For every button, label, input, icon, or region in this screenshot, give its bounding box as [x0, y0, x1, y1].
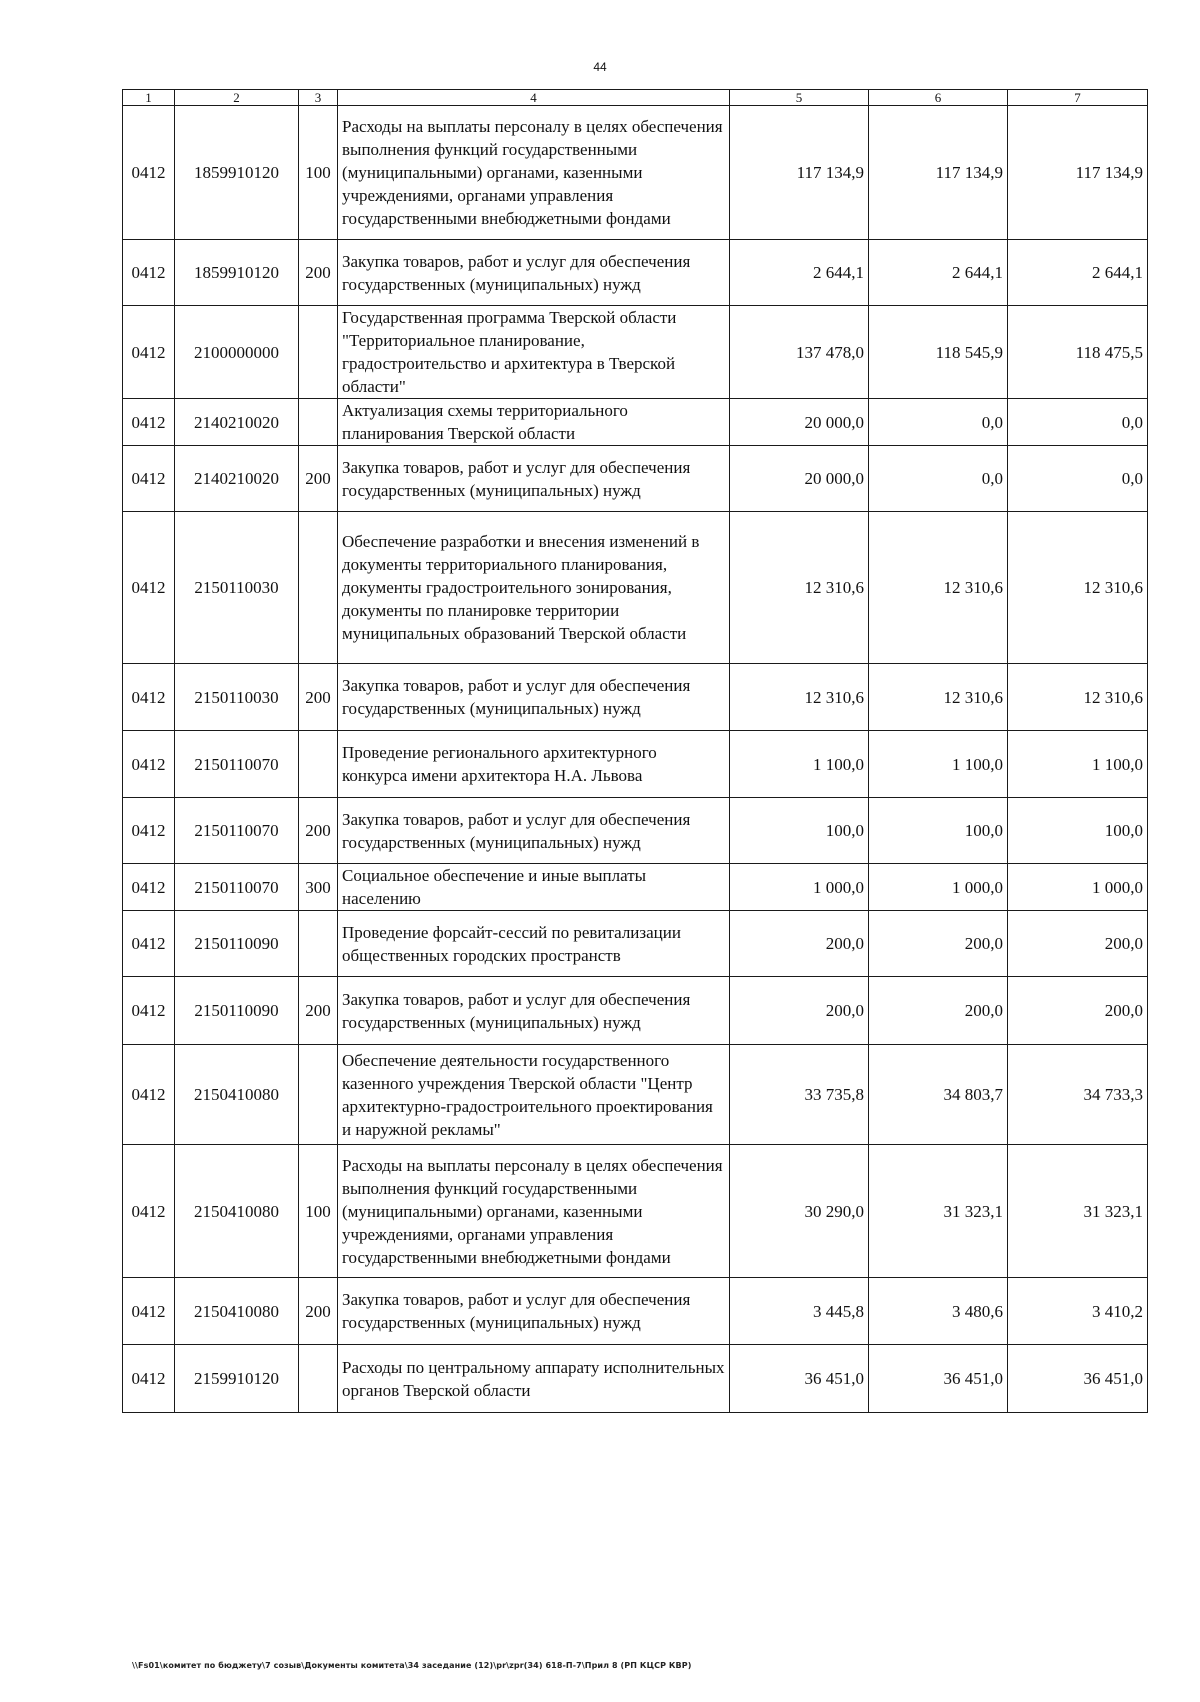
- item-name-cell: Обеспечение разработки и внесения изменений в документы территориального планирования, документы градостроительного зонирования, документы по планировке территории муниципальных образований Тверской области: [338, 512, 730, 664]
- expense-type-code-cell: 200: [299, 798, 338, 864]
- amount-col6-cell: 1 100,0: [869, 731, 1008, 798]
- amount-col6-cell: 117 134,9: [869, 106, 1008, 240]
- expense-type-code-cell: [299, 512, 338, 664]
- expense-type-code-cell: [299, 731, 338, 798]
- item-name-cell: Закупка товаров, работ и услуг для обеспечения государственных (муниципальных) нужд: [338, 240, 730, 306]
- section-code-cell: 0412: [123, 446, 175, 512]
- amount-col6-cell: 200,0: [869, 911, 1008, 977]
- amount-col7-cell: 1 100,0: [1008, 731, 1148, 798]
- expense-type-code-cell: 200: [299, 446, 338, 512]
- item-name-cell: Проведение регионального архитектурного конкурса имени архитектора Н.А. Львова: [338, 731, 730, 798]
- column-number: 2: [175, 90, 299, 106]
- amount-col5-cell: 1 000,0: [730, 864, 869, 911]
- column-number: 4: [338, 90, 730, 106]
- table-row: [123, 864, 1148, 911]
- table-row: [123, 1145, 1148, 1278]
- amount-col5-cell: 36 451,0: [730, 1345, 869, 1413]
- budget-table: [122, 89, 1148, 1413]
- table-row: [123, 731, 1148, 798]
- target-article-code-cell: 2150110070: [175, 731, 299, 798]
- amount-col5-cell: 117 134,9: [730, 106, 869, 240]
- item-name-cell: Проведение форсайт-сессий по ревитализации общественных городских пространств: [338, 911, 730, 977]
- item-name-cell: Социальное обеспечение и иные выплаты населению: [338, 864, 730, 911]
- amount-col6-cell: 12 310,6: [869, 512, 1008, 664]
- amount-col6-cell: 34 803,7: [869, 1045, 1008, 1145]
- column-number: 5: [730, 90, 869, 106]
- expense-type-code-cell: 200: [299, 664, 338, 731]
- table-row: [123, 1345, 1148, 1413]
- column-number: 1: [123, 90, 175, 106]
- target-article-code-cell: 2150110070: [175, 864, 299, 911]
- amount-col7-cell: 0,0: [1008, 446, 1148, 512]
- target-article-code-cell: 2150410080: [175, 1145, 299, 1278]
- target-article-code-cell: 2150410080: [175, 1045, 299, 1145]
- expense-type-code-cell: [299, 306, 338, 399]
- amount-col6-cell: 1 000,0: [869, 864, 1008, 911]
- amount-col7-cell: 1 000,0: [1008, 864, 1148, 911]
- amount-col5-cell: 12 310,6: [730, 664, 869, 731]
- amount-col5-cell: 30 290,0: [730, 1145, 869, 1278]
- item-name-cell: Закупка товаров, работ и услуг для обеспечения государственных (муниципальных) нужд: [338, 798, 730, 864]
- expense-type-code-cell: 100: [299, 1145, 338, 1278]
- section-code-cell: 0412: [123, 1345, 175, 1413]
- item-name-cell: Закупка товаров, работ и услуг для обеспечения государственных (муниципальных) нужд: [338, 977, 730, 1045]
- target-article-code-cell: 2150110030: [175, 512, 299, 664]
- section-code-cell: 0412: [123, 911, 175, 977]
- amount-col7-cell: 12 310,6: [1008, 664, 1148, 731]
- table-row: [123, 512, 1148, 664]
- amount-col7-cell: 3 410,2: [1008, 1278, 1148, 1345]
- table-row: [123, 977, 1148, 1045]
- amount-col7-cell: 200,0: [1008, 911, 1148, 977]
- column-number-row: [123, 90, 1148, 106]
- section-code-cell: 0412: [123, 1145, 175, 1278]
- target-article-code-cell: 2159910120: [175, 1345, 299, 1413]
- section-code-cell: 0412: [123, 306, 175, 399]
- table-row: [123, 399, 1148, 446]
- table-row: [123, 446, 1148, 512]
- target-article-code-cell: 1859910120: [175, 106, 299, 240]
- item-name-cell: Обеспечение деятельности государственного казенного учреждения Тверской области "Центр архитектурно-градостроительного проектирования и наружной рекламы": [338, 1045, 730, 1145]
- amount-col6-cell: 2 644,1: [869, 240, 1008, 306]
- amount-col6-cell: 3 480,6: [869, 1278, 1008, 1345]
- column-number: 6: [869, 90, 1008, 106]
- amount-col6-cell: 36 451,0: [869, 1345, 1008, 1413]
- expense-type-code-cell: 200: [299, 240, 338, 306]
- amount-col6-cell: 0,0: [869, 446, 1008, 512]
- amount-col7-cell: 117 134,9: [1008, 106, 1148, 240]
- amount-col5-cell: 137 478,0: [730, 306, 869, 399]
- item-name-cell: Расходы на выплаты персоналу в целях обеспечения выполнения функций государственными (муниципальными) органами, казенными учреждениями, органами управления государственными внебюджетными фондами: [338, 106, 730, 240]
- section-code-cell: 0412: [123, 240, 175, 306]
- amount-col5-cell: 12 310,6: [730, 512, 869, 664]
- amount-col7-cell: 31 323,1: [1008, 1145, 1148, 1278]
- amount-col6-cell: 31 323,1: [869, 1145, 1008, 1278]
- expense-type-code-cell: 100: [299, 106, 338, 240]
- expense-type-code-cell: [299, 1345, 338, 1413]
- item-name-cell: Закупка товаров, работ и услуг для обеспечения государственных (муниципальных) нужд: [338, 1278, 730, 1345]
- expense-type-code-cell: [299, 399, 338, 446]
- amount-col5-cell: 200,0: [730, 911, 869, 977]
- amount-col7-cell: 12 310,6: [1008, 512, 1148, 664]
- file-path-footer: \\Fs01\комитет по бюджету\7 созыв\Документы комитета\34 заседание (12)\pr\zpr(34) 618-П-7\Прил 8 (РП КЦСР КВР): [132, 1661, 692, 1670]
- section-code-cell: 0412: [123, 512, 175, 664]
- section-code-cell: 0412: [123, 1045, 175, 1145]
- target-article-code-cell: 2150110030: [175, 664, 299, 731]
- expense-type-code-cell: 200: [299, 1278, 338, 1345]
- expense-type-code-cell: [299, 1045, 338, 1145]
- expense-type-code-cell: [299, 911, 338, 977]
- section-code-cell: 0412: [123, 731, 175, 798]
- section-code-cell: 0412: [123, 1278, 175, 1345]
- page-number: 44: [593, 60, 607, 74]
- item-name-cell: Расходы на выплаты персоналу в целях обеспечения выполнения функций государственными (муниципальными) органами, казенными учреждениями, органами управления государственными внебюджетными фондами: [338, 1145, 730, 1278]
- target-article-code-cell: 1859910120: [175, 240, 299, 306]
- item-name-cell: Закупка товаров, работ и услуг для обеспечения государственных (муниципальных) нужд: [338, 664, 730, 731]
- target-article-code-cell: 2150110090: [175, 911, 299, 977]
- target-article-code-cell: 2100000000: [175, 306, 299, 399]
- amount-col6-cell: 100,0: [869, 798, 1008, 864]
- table-row: [123, 240, 1148, 306]
- amount-col6-cell: 200,0: [869, 977, 1008, 1045]
- amount-col5-cell: 1 100,0: [730, 731, 869, 798]
- target-article-code-cell: 2150410080: [175, 1278, 299, 1345]
- section-code-cell: 0412: [123, 664, 175, 731]
- item-name-cell: Актуализация схемы территориального планирования Тверской области: [338, 399, 730, 446]
- target-article-code-cell: 2140210020: [175, 446, 299, 512]
- amount-col7-cell: 118 475,5: [1008, 306, 1148, 399]
- table-row: [123, 798, 1148, 864]
- amount-col6-cell: 12 310,6: [869, 664, 1008, 731]
- column-number: 3: [299, 90, 338, 106]
- amount-col5-cell: 2 644,1: [730, 240, 869, 306]
- amount-col5-cell: 3 445,8: [730, 1278, 869, 1345]
- amount-col5-cell: 20 000,0: [730, 399, 869, 446]
- amount-col6-cell: 0,0: [869, 399, 1008, 446]
- amount-col7-cell: 200,0: [1008, 977, 1148, 1045]
- amount-col7-cell: 34 733,3: [1008, 1045, 1148, 1145]
- table-row: [123, 664, 1148, 731]
- expense-type-code-cell: 200: [299, 977, 338, 1045]
- amount-col7-cell: 36 451,0: [1008, 1345, 1148, 1413]
- amount-col5-cell: 33 735,8: [730, 1045, 869, 1145]
- amount-col7-cell: 2 644,1: [1008, 240, 1148, 306]
- item-name-cell: Закупка товаров, работ и услуг для обеспечения государственных (муниципальных) нужд: [338, 446, 730, 512]
- item-name-cell: Государственная программа Тверской области "Территориальное планирование, градостроительство и архитектура в Тверской области": [338, 306, 730, 399]
- table-row: [123, 1278, 1148, 1345]
- target-article-code-cell: 2150110090: [175, 977, 299, 1045]
- table-row: [123, 106, 1148, 240]
- section-code-cell: 0412: [123, 798, 175, 864]
- section-code-cell: 0412: [123, 864, 175, 911]
- amount-col5-cell: 200,0: [730, 977, 869, 1045]
- section-code-cell: 0412: [123, 399, 175, 446]
- expense-type-code-cell: 300: [299, 864, 338, 911]
- item-name-cell: Расходы по центральному аппарату исполнительных органов Тверской области: [338, 1345, 730, 1413]
- amount-col5-cell: 20 000,0: [730, 446, 869, 512]
- amount-col7-cell: 100,0: [1008, 798, 1148, 864]
- amount-col5-cell: 100,0: [730, 798, 869, 864]
- section-code-cell: 0412: [123, 977, 175, 1045]
- section-code-cell: 0412: [123, 106, 175, 240]
- table-row: [123, 911, 1148, 977]
- table-row: [123, 306, 1148, 399]
- target-article-code-cell: 2150110070: [175, 798, 299, 864]
- amount-col7-cell: 0,0: [1008, 399, 1148, 446]
- target-article-code-cell: 2140210020: [175, 399, 299, 446]
- column-number: 7: [1008, 90, 1148, 106]
- table-row: [123, 1045, 1148, 1145]
- amount-col6-cell: 118 545,9: [869, 306, 1008, 399]
